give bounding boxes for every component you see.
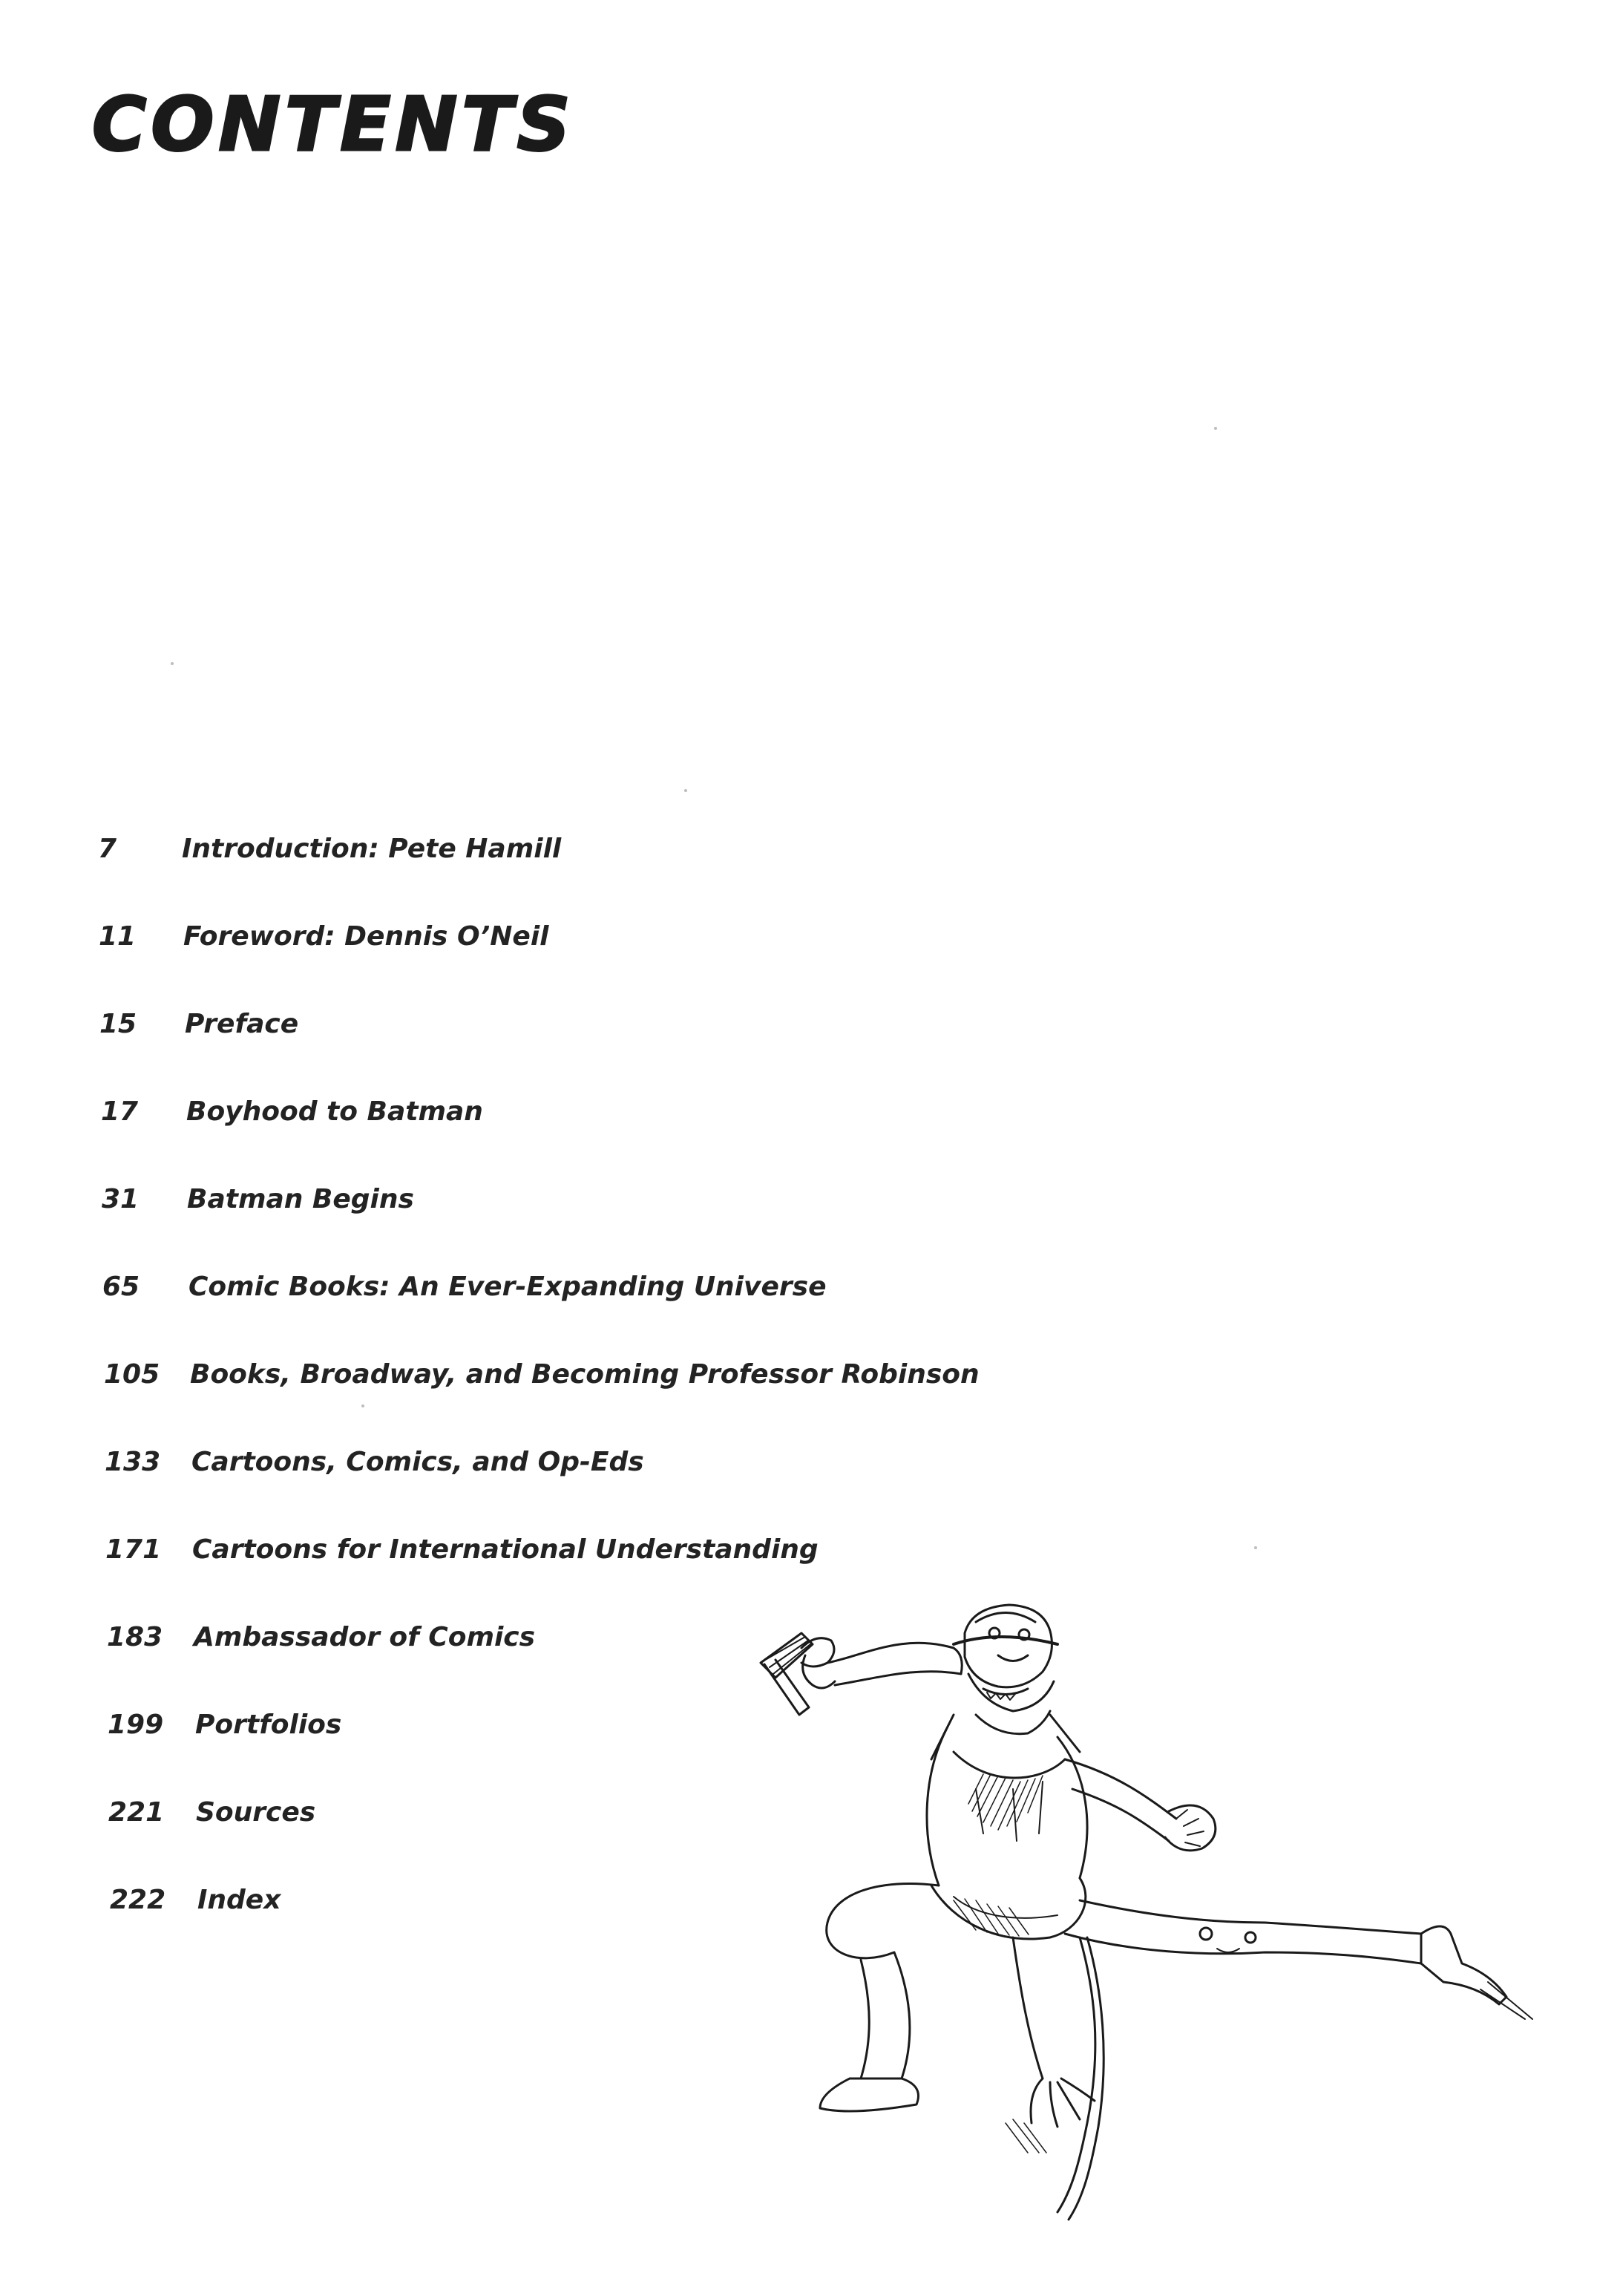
toc-page-number: 183	[107, 1622, 163, 1652]
toc-page-number: 17	[101, 1096, 139, 1127]
toc-entry-title: Cartoons, Comics, and Op-Eds	[191, 1447, 644, 1477]
page-title: CONTENTS	[92, 81, 575, 168]
joker-sketch-icon	[731, 1603, 1607, 2275]
toc-page-number: 221	[108, 1797, 165, 1828]
toc-entry-title: Index	[197, 1885, 281, 1915]
toc-entry-title: Books, Broadway, and Becoming Professor Robinson	[190, 1359, 980, 1390]
toc-entry-title: Foreword: Dennis O’Neil	[183, 921, 549, 952]
toc-entry-title: Batman Begins	[187, 1184, 414, 1214]
toc-page-number: 222	[110, 1885, 166, 1915]
toc-page-number: 65	[102, 1272, 140, 1302]
toc-entry-title: Preface	[185, 1009, 299, 1039]
scan-speck	[1254, 1546, 1257, 1549]
toc-page-number: 199	[108, 1710, 164, 1740]
toc-entry-title: Portfolios	[195, 1710, 342, 1740]
toc-page-number: 31	[102, 1184, 140, 1214]
toc-page-number: 11	[99, 921, 137, 952]
scan-speck	[361, 1404, 364, 1407]
toc-entry-title: Boyhood to Batman	[186, 1096, 483, 1127]
toc-page-number: 133	[105, 1447, 161, 1477]
scan-speck	[171, 662, 174, 665]
toc-page-number: 15	[99, 1009, 137, 1039]
scan-speck	[684, 789, 687, 792]
scan-speck	[1214, 427, 1217, 430]
toc-entry-title: Sources	[196, 1797, 316, 1828]
toc-entry-title: Comic Books: An Ever-Expanding Universe	[188, 1272, 827, 1302]
toc-entry-title: Cartoons for International Understanding	[192, 1534, 819, 1565]
toc-page-number: 7	[98, 834, 117, 864]
toc-page-number: 171	[105, 1534, 162, 1565]
toc-entry-title: Introduction: Pete Hamill	[182, 834, 562, 864]
toc-page-number: 105	[104, 1359, 160, 1390]
toc-entry-title: Ambassador of Comics	[194, 1622, 536, 1652]
